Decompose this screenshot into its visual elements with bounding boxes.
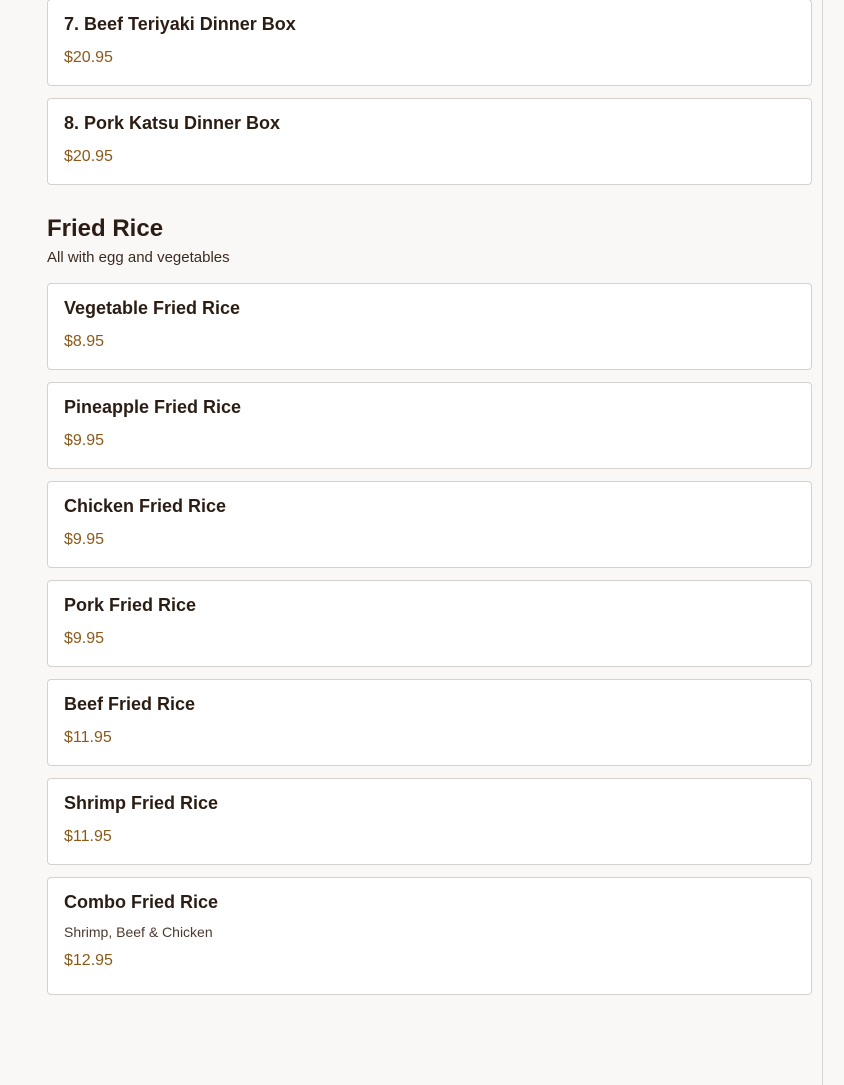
- menu-item-card[interactable]: [47, 679, 812, 766]
- section-subtitle: All with egg and vegetables: [47, 249, 230, 266]
- menu-item-card[interactable]: [47, 98, 812, 185]
- menu-item-price: $8.95: [64, 333, 105, 350]
- menu-item-card[interactable]: [47, 283, 812, 370]
- menu-item-name: Beef Fried Rice: [64, 694, 196, 714]
- scroll-divider: [822, 0, 823, 1085]
- menu-item-card[interactable]: [47, 778, 812, 865]
- menu-item-name: Pork Fried Rice: [64, 595, 197, 615]
- menu-item-price: $11.95: [64, 828, 112, 845]
- menu-item-card[interactable]: [47, 382, 812, 469]
- menu-item-description: Shrimp, Beef & Chicken: [64, 924, 213, 940]
- menu-item-card[interactable]: [47, 580, 812, 667]
- menu-item-card[interactable]: [47, 0, 812, 86]
- menu-item-name: 7. Beef Teriyaki Dinner Box: [64, 14, 296, 34]
- menu-item-price: $11.95: [64, 729, 112, 746]
- menu-item-card[interactable]: [47, 877, 812, 995]
- menu-item-price: $20.95: [64, 148, 113, 165]
- menu-item-price: $9.95: [64, 432, 105, 449]
- menu-item-price: $9.95: [64, 531, 105, 548]
- menu-item-name: Combo Fried Rice: [64, 892, 219, 912]
- section-title: Fried Rice: [47, 215, 164, 242]
- menu-item-name: 8. Pork Katsu Dinner Box: [64, 113, 281, 133]
- menu-item-price: $9.95: [64, 630, 105, 647]
- menu-item-price: $20.95: [64, 49, 113, 66]
- menu-item-price: $12.95: [64, 952, 113, 969]
- menu-item-name: Chicken Fried Rice: [64, 496, 227, 516]
- menu-item-name: Shrimp Fried Rice: [64, 793, 219, 813]
- menu-content: [47, 0, 812, 1007]
- menu-item-name: Vegetable Fried Rice: [64, 298, 241, 318]
- menu-item-card[interactable]: [47, 481, 812, 568]
- menu-item-name: Pineapple Fried Rice: [64, 397, 242, 417]
